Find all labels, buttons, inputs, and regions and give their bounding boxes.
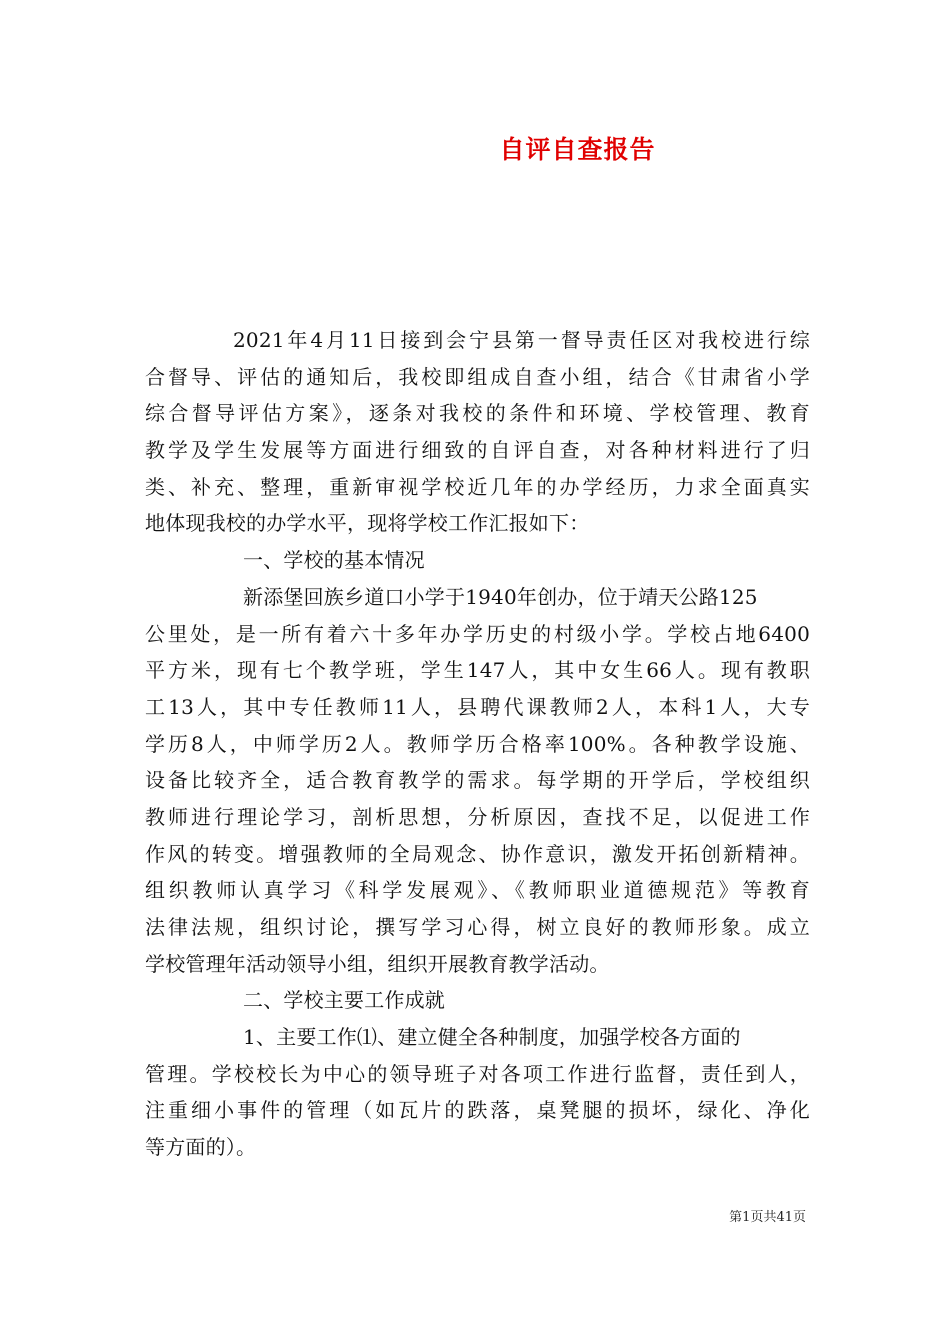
paragraph-line: 等方面的）。 — [145, 1135, 257, 1160]
paragraph-line: 合督导、评估的通知后，我校即组成自查小组，结合《甘肃省小学 — [145, 364, 810, 389]
document-title: 自评自查报告 — [499, 135, 656, 164]
paragraph-line: 作风的转变。增强教师的全局观念、协作意识，激发开拓创新精神。 — [145, 841, 810, 866]
paragraph-line: 学历8人，中师学历2人。教师学历合格率100%。各种教学设施、 — [145, 731, 810, 756]
paragraph-line: 工13人，其中专任教师11人，县聘代课教师2人，本科1人，大专 — [145, 694, 810, 719]
paragraph-line: 组织教师认真学习《科学发展观》、《教师职业道德规范》等教育 — [145, 878, 810, 903]
document-body — [145, 322, 810, 1166]
section-heading: 一、学校的基本情况 — [243, 548, 425, 573]
paragraph-line: 地体现我校的办学水平，现将学校工作汇报如下： — [145, 511, 590, 536]
paragraph-line: 综合督导评估方案》，逐条对我校的条件和环境、学校管理、教育 — [145, 401, 810, 426]
paragraph-line: 学校管理年活动领导小组，组织开展教育教学活动。 — [145, 951, 610, 976]
paragraph-line: 平方米，现有七个教学班，学生147人，其中女生66人。现有教职 — [145, 658, 810, 683]
section-heading: 二、学校主要工作成就 — [243, 988, 445, 1013]
paragraph-line: 管理。学校校长为中心的领导班子对各项工作进行监督，责任到人， — [145, 1061, 810, 1086]
paragraph-line: 类、补充、整理，重新审视学校近几年的办学经历，力求全面真实 — [145, 474, 810, 499]
paragraph-line: 设备比较齐全，适合教育教学的需求。每学期的开学后，学校组织 — [145, 768, 810, 793]
paragraph-line: 公里处，是一所有着六十多年办学历史的村级小学。学校占地6400 — [145, 621, 810, 646]
paragraph-line: 2021年4月11日接到会宁县第一督导责任区对我校进行综 — [233, 328, 810, 352]
paragraph-line: 教师进行理论学习，剖析思想，分析原因，查找不足，以促进工作 — [145, 804, 810, 829]
page-number: 第1页共41页 — [729, 1210, 806, 1225]
paragraph-line: 1、主要工作⑴、建立健全各种制度，加强学校各方面的 — [243, 1025, 741, 1050]
paragraph-line: 法律法规，组织讨论，撰写学习心得，树立良好的教师形象。成立 — [145, 915, 810, 939]
paragraph-line: 教学及学生发展等方面进行细致的自评自查，对各种材料进行了归 — [145, 438, 810, 463]
paragraph-line: 注重细小事件的管理（如瓦片的跌落，桌凳腿的损坏，绿化、净化 — [145, 1098, 810, 1123]
paragraph-line: 新添堡回族乡道口小学于1940年创办，位于靖天公路125 — [243, 584, 758, 609]
